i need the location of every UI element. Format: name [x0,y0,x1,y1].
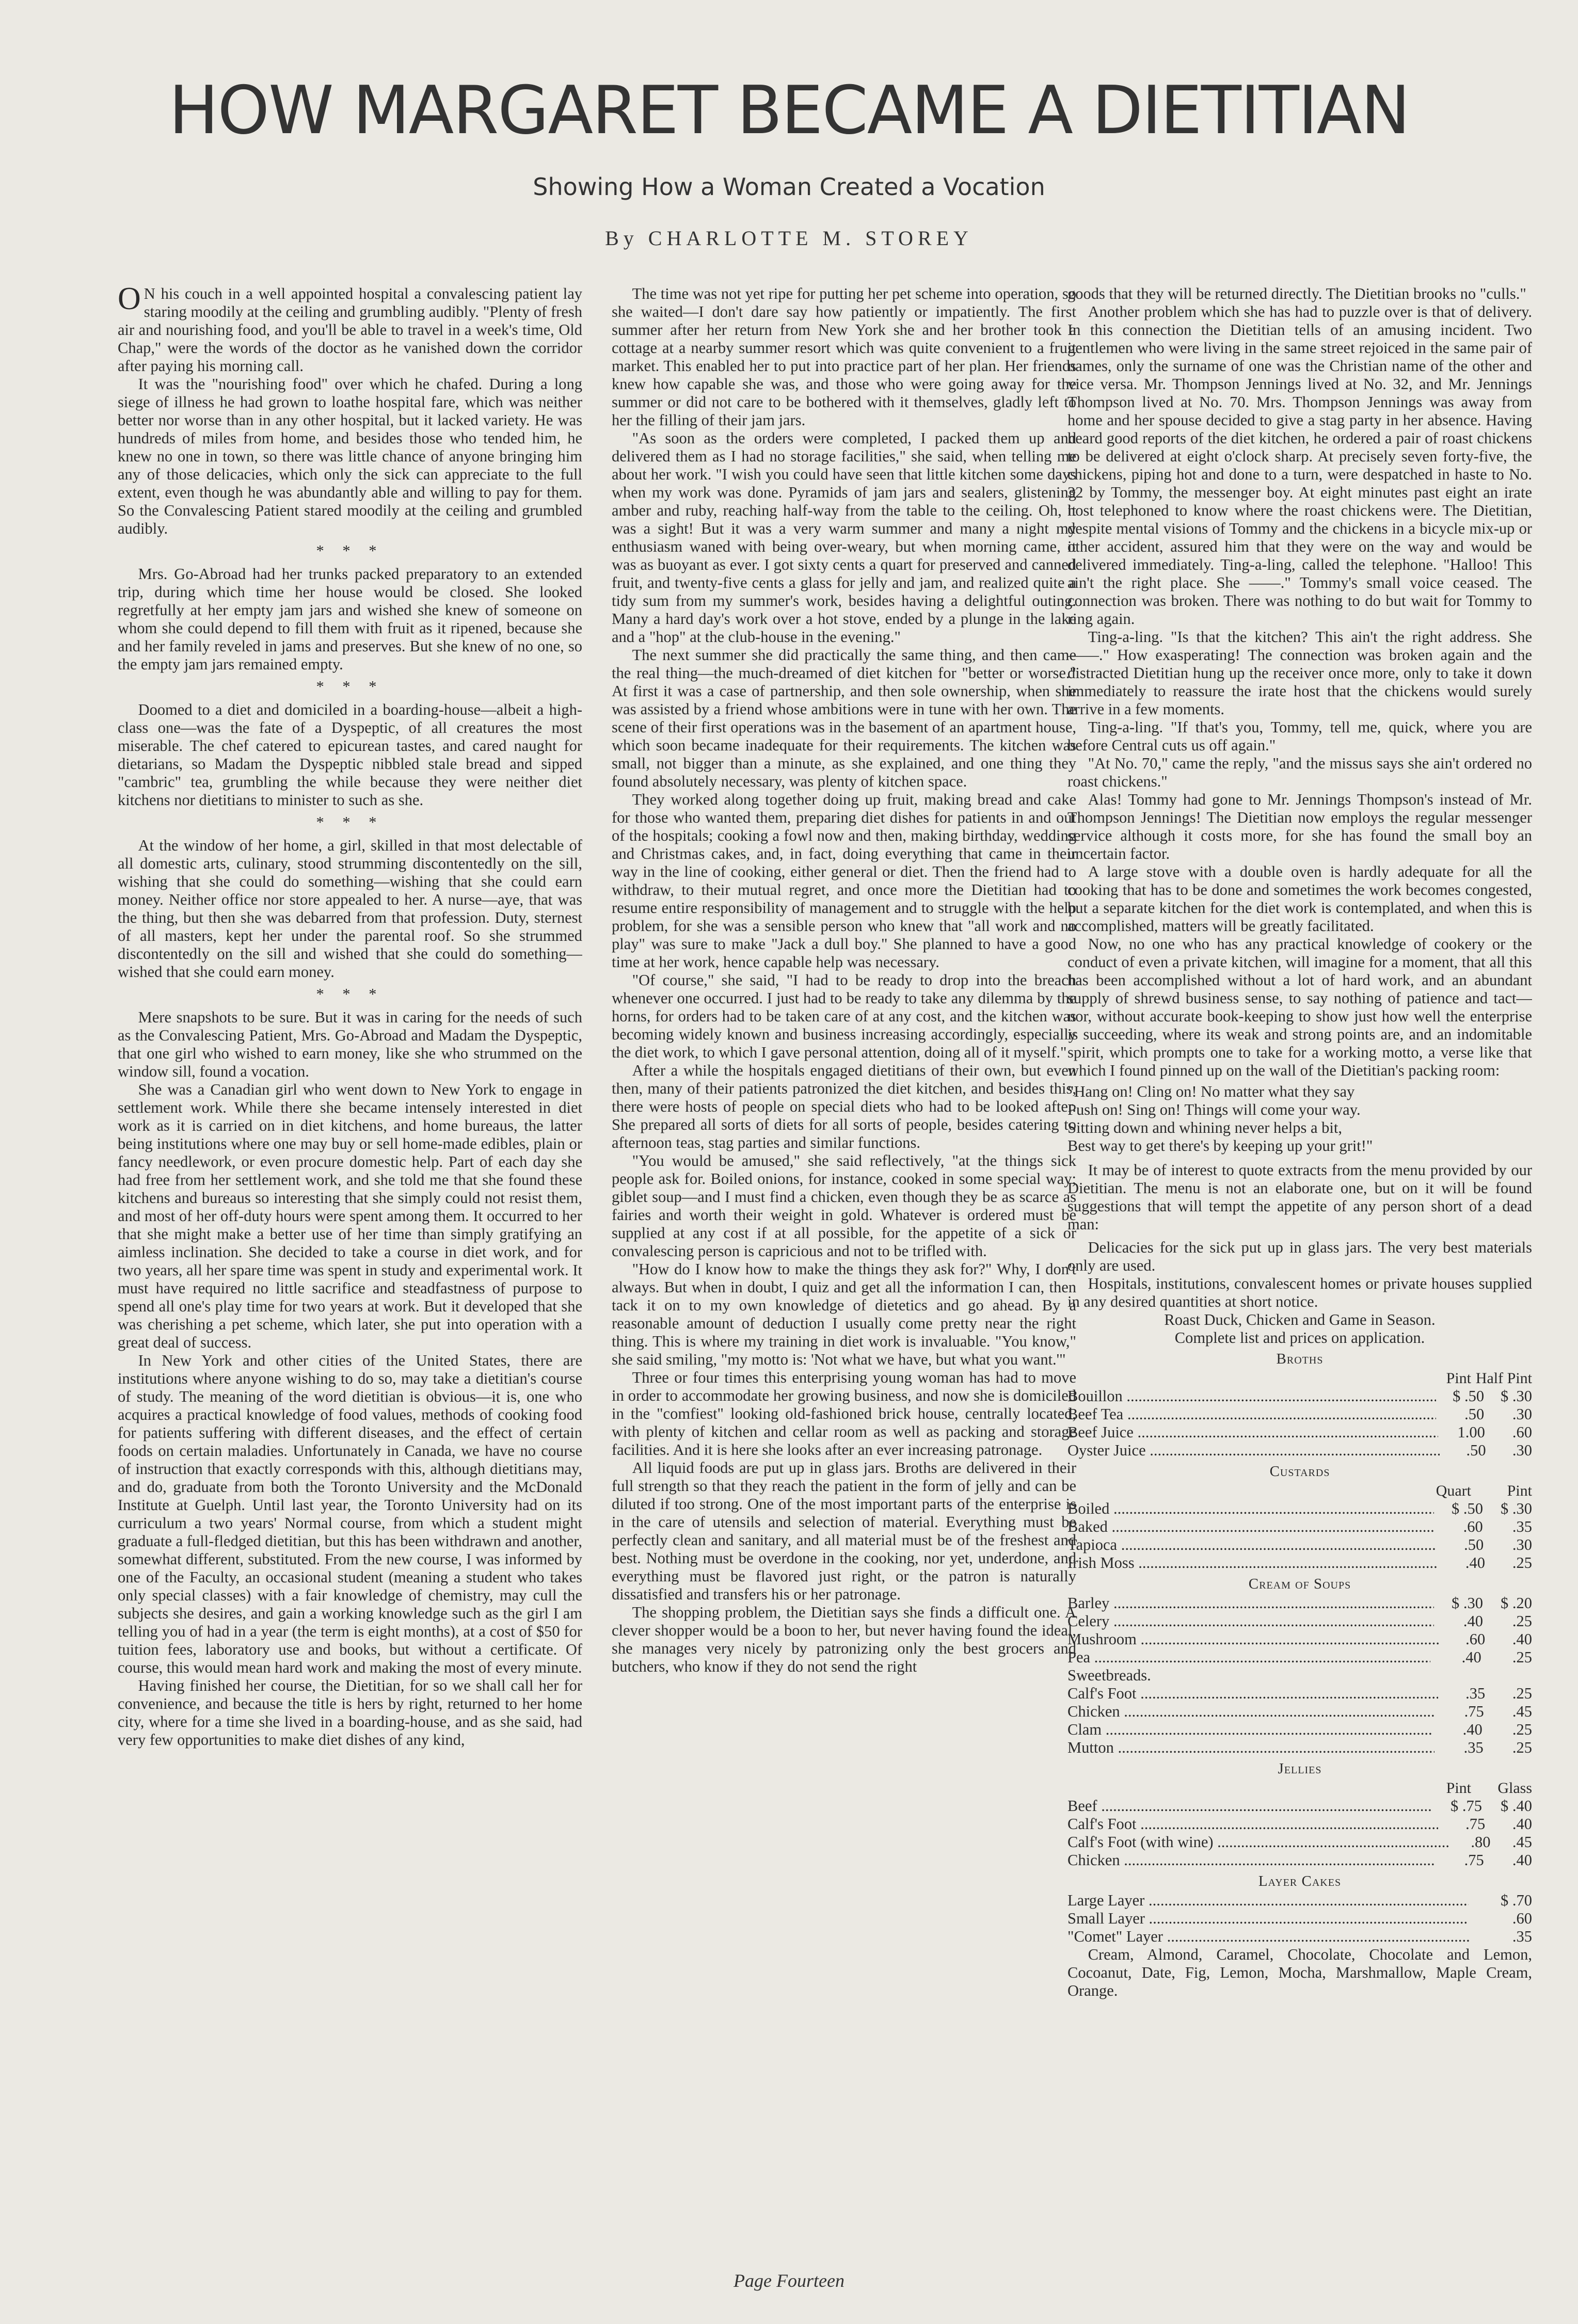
menu-row [1067,1797,1532,1815]
price: .25 [1512,1685,1532,1702]
price: .25 [1512,1612,1532,1630]
price: 1.00 [1457,1423,1485,1441]
page-number: Page Fourteen [734,2270,844,2291]
menu-row [1067,1833,1532,1851]
column-header: Pint [1446,1780,1471,1797]
price: .25 [1512,1721,1532,1738]
ad-text: Complete list and prices on application. [1174,1329,1425,1347]
paragraph: Now, no one who has any practical knowledge of cookery or the conduct of even a private kitchen, will imagine for a moment, that all this has been accomplished without a lot of hard work, and an abundant supply of shrewd business sense, to say nothing of patience and tact—nor, without accurate book-keeping to show just how well the enterprise is succeeding, where its weak and strong points are, and an indomitable spirit, which prompts one to take for a working motto, a verse like that which I found pinned up on the wall of the Dietitian's packing room: [1067,935,1532,1079]
paragraph: Alas! Tommy had gone to Mr. Jennings Thompson's instead of Mr. Thompson Jennings! The Dietitian now employs the regular messenger service although it costs more, for she has found the small boy an uncertain factor. [1067,791,1532,862]
price: .50 [1464,1405,1485,1423]
paragraph: Another problem which she has had to puzzle over is that of delivery. In this connection the Dietitian tells of an amusing incident. Two gentlemen who were living in the same street rejoiced in the same pair of names, only the surname of one was the Christian name of the other and vice versa. Mr. Thompson Jennings lived at No. 32, and Mr. Jennings Thompson lived at No. 70. Mrs. Thompson Jennings was away from home and her spouse decided to give a stag party in her absence. Having heard good reports of the diet kitchen, he ordered a pair of roast chickens to be delivered at eight o'clock sharp. At precisely seven forty-five, the chickens, piping hot and done to a turn, were despatched in haste to No. 32 by Tommy, the messenger boy. At eight minutes past eight an irate host telephoned to know where the roast chickens were. The Dietitian, despite mental visions of Tommy and the chickens in a bicycle mix-up or other accident, assured him that they were on the way and would be delivered immediately. Ting-a-ling, called the telephone. "Halloo! This ain't the right place. She ——." Tommy's small voice ceased. The connection was broken. There was nothing to do but wait for Tommy to ring again. [1067,303,1532,628]
price: $ .30 [1452,1594,1483,1612]
paragraph: "Of course," she said, "I had to be ready to drop into the breach whenever one occurred. I just had to be ready to take any dilemma by the horns, for orders had to be taken care of at any cost, and the kitchen was becoming widely known and business increasing accordingly, especially the diet work, to which I gave personal attention, doing all of it myself." [612,971,1076,1061]
menu-section-title: Jellies [1278,1760,1322,1777]
price: $ .30 [1501,1500,1532,1517]
item-name: Calf's Foot ..... [1067,1685,1438,1703]
item-name: Calf's Foot (with wine) ..... [1067,1833,1449,1851]
menu-row [1067,1441,1532,1460]
menu-row [1067,1594,1532,1612]
price: $ .30 [1500,1387,1532,1405]
paragraph: The time was not yet ripe for putting her pet scheme into operation, so she waited—I don't dare say how patiently or impatiently. The first summer after her return from New York she and her brother took a cottage at a nearby summer resort which was quite convenient to a fruit market. This enabled her to put into practice part of her plan. Her friends knew how capable she was, and those who were going away for the summer or did not care to be bothered with it themselves, gladly left to her the filling of their jam jars. [612,285,1076,429]
price: .40 [1465,1554,1485,1572]
paragraph: At the window of her home, a girl, skilled in that most delectable of all domestic arts, culinary, stood strumming discontentedly on the sill, wishing that she could do something—wishing that she could earn money. Neither office nor store appealed to her. A nurse—aye, that was the thing, but then she was debarred from that profession. Duty, sternest of all masters, kept her under the parental roof. So she strummed discontentedly on the sill and wished that she could do something—wished that she could earn money. [118,837,582,981]
paragraph: All liquid foods are put up in glass jars. Broths are delivered in their full strength so that they reach the patient in the form of jelly and can be diluted if too strong. One of the most important parts of the enterprise is in the care of utensils and selection of material. Everything must be perfectly clean and sanitary, and all material must be of the freshest and best. Nothing must be overdone in the cooking, nor yet, underdone, and everything must be flavored just right, or the patron is naturally dissatisfied and transfers his or her patronage. [612,1459,1076,1603]
price: .40 [1461,1648,1481,1666]
paragraph [118,285,582,375]
price: .80 [1471,1833,1491,1851]
price: .60 [1512,1910,1532,1927]
item-name: Sweetbreads. [1067,1666,1151,1684]
paragraph: The next summer she did practically the same thing, and then came the real thing—the much-dreamed of diet kitchen for "better or worse." At first it was a case of partnership, and then sole ownership, when she was assisted by a friend whose ambitions were in tune with her own. The scene of their first operations was in the basement of an apartment house, which soon became inadequate for their requirements. The kitchen was small, not bigger than a minute, as she explained, and one thing they found absolutely necessary, was plenty of kitchen space. [612,646,1076,790]
menu-column-headers [1067,1369,1532,1387]
item-name: Chicken ..... [1067,1851,1436,1869]
paragraph: "At No. 70," came the reply, "and the missus says she ain't ordered no roast chickens." [1067,755,1532,790]
paragraph: goods that they will be returned directly. The Dietitian brooks no "culls." [1067,285,1526,302]
paragraph: They worked along together doing up fruit, making bread and cake for those who wanted them, preparing diet dishes for patients in and out of the hospitals; cooking a fowl now and then, making birthday, wedding and Christmas cakes, and, in fact, doing everything that came in their way in the line of cooking, either general or diet. Then the friend had to withdraw, to their mutual regret, and once more the Dietitian had to resume entire responsibility of management and to struggle with the help problem, for she was a sensible person who knew that "all work and no play" was sure to make "Jack a dull boy." She planned to have a good time at her work, hence capable help was necessary. [612,791,1076,971]
paragraph: "As soon as the orders were completed, I packed them up and delivered them as I had no storage facilities," she said, when telling me about her work. "I wish you could have seen that little kitchen some days when my work was done. Pyramids of jam jars and sealers, glistening amber and ruby, reaching half-way from the table to the ceiling. Oh, it was a sight! But it was a very warm summer and many a night my enthusiasm waned with being over-weary, but when morning came, it was as buoyant as ever. I got sixty cents a quart for preserved and canned fruit, and twenty-five cents a glass for jelly and jam, and realized quite a tidy sum from my summer's work, besides having a delightful outing. Many a hard day's work over a hot stove, ended by a plunge in the lake and a "hop" at the club-house in the evening." [612,429,1076,646]
column-header: Pint [1446,1370,1471,1387]
item-name: Chicken ..... [1067,1703,1436,1721]
paragraph: In New York and other cities of the United States, there are institutions where anyone wishing to do so, may take a dietitian's course of study. The meaning of the word dietitian is obvious—it is, one who acquires a practical knowledge of food values, methods of cooking food for patients suffering with different diseases, and the effect of certain foods on certain maladies. Unfortunately in Canada, we have no course of instruction that exactly corresponds with this, although dietitians may, and do, graduate from both the Toronto University and the McDonald Institute at Guelph. Until last year, the Toronto University had on its curriculum a two years' Normal course, from which a student might graduate a full-fledged dietitian, but this has been withdrawn and another, somewhat different, substituted. From the new course, I was informed by one of the Faculty, an occasional student (meaning a student who takes only special classes) with a fair knowledge of chemistry, may cull the subjects she desires, and gain a working knowledge such as the girl I am telling you of had in a year (the term is eight months), at a cost of $50 for tuition fees, laboratory use and books, but without a certificate. Of course, this would mean hard work and making the most of every minute. [118,1352,582,1676]
paragraph: Doomed to a diet and domiciled in a boarding-house—albeit a high-class one—was the fate of a Dyspeptic, of all creatures the most miserable. The chef catered to epicurean tastes, and cared naught for dietarians, so Madam the Dyspeptic nibbled stale bread and sipped "cambric" tea, grumbling the while because they were neither diet kitchens nor dietitians to minister to such as she. [118,701,582,809]
item-name: Beef ..... [1067,1797,1432,1815]
item-name: Bouillon ..... [1067,1387,1436,1405]
price: .40 [1462,1721,1483,1738]
column-header: Glass [1497,1780,1532,1797]
paragraph: Ting-a-ling. "Is that the kitchen? This ain't the right address. She——." How exasperating! The connection was broken again and the distracted Dietitian hung up the receiver once more, only to take it down immediately to reassure the irate host that the chickens would surely arrive in a few moments. [1067,628,1532,718]
price: .40 [1512,1851,1532,1869]
column-1 [118,285,582,2225]
menu-row [1067,1648,1532,1666]
price: .25 [1512,1739,1532,1756]
menu-row [1067,1387,1532,1405]
menu-row [1067,1721,1532,1739]
item-name: "Comet" Layer ..... [1067,1928,1471,1946]
price: .40 [1463,1612,1483,1630]
menu-row [1067,1518,1532,1536]
price: $ .70 [1501,1892,1532,1909]
price: .30 [1512,1441,1532,1459]
menu-row [1067,1851,1532,1869]
price: .50 [1464,1536,1484,1553]
price: .45 [1512,1833,1532,1851]
price: $ .75 [1450,1797,1482,1815]
menu-row [1067,1666,1532,1685]
item-name: Baked ..... [1067,1518,1433,1536]
item-name: Small Layer ..... [1067,1910,1469,1928]
motto-verse [1067,1083,1532,1155]
item-name: Oyster Juice ..... [1067,1441,1440,1460]
price: .35 [1512,1928,1532,1945]
price: .40 [1512,1630,1532,1648]
section-separator: * * * [316,985,384,1003]
item-name: Tapioca ..... [1067,1536,1435,1554]
menu-row [1067,1928,1532,1946]
price: .50 [1466,1441,1486,1459]
paragraph: Having finished her course, the Dietitian, for so we shall call her for convenience, and because the title is hers by right, returned to her home city, where for a time she lived in a boarding-house, and as she said, had very few opportunities to make diet dishes of any kind, [118,1677,582,1749]
byline: By CHARLOTTE M. STOREY [605,227,973,250]
paragraph: "How do I know how to make the things they ask for?" Why, I don't always. But when in doubt, I quiz and get all the information I can, then tack it on to my own knowledge of dietetics and go ahead. By a reasonable amount of deduction I usually come pretty near the right thing. This is where my training in diet work is invaluable. "You know," she said smiling, "my motto is: 'Not what we have, but what you want.'" [612,1260,1076,1368]
price: .60 [1463,1518,1483,1535]
menu-row [1067,1423,1532,1441]
menu-row [1067,1554,1532,1572]
item-name: Beef Tea ..... [1067,1405,1436,1423]
item-name: Calf's Foot ..... [1067,1815,1438,1833]
section-separator: * * * [316,678,384,695]
column-3 [1067,285,1532,2225]
item-name: Mutton ..... [1067,1739,1434,1757]
price: $ .40 [1501,1797,1532,1815]
price: $ .20 [1501,1594,1532,1612]
menu-row [1067,1739,1532,1757]
verse-line: Best way to get there's by keeping up your grit!" [1067,1137,1373,1155]
menu-row [1067,1703,1532,1721]
menu-row [1067,1892,1532,1910]
article-subtitle: Showing How a Woman Created a Vocation [533,173,1045,201]
paragraph: Mrs. Go-Abroad had her trunks packed preparatory to an extended trip, during which time her house would be closed. She looked regretfully at her empty jam jars and wished she knew of someone on whom she could depend to fill them with fruit as it ripened, because she and her family reveled in jams and preserves. But she knew of no one, so the empty jam jars remained empty. [118,565,582,673]
verse-line: "Hang on! Cling on! No matter what they say [1067,1083,1355,1100]
item-name: Pea ..... [1067,1648,1430,1666]
menu-column-headers [1067,1482,1532,1500]
menu-row [1067,1685,1532,1703]
price: .25 [1512,1648,1532,1666]
menu-row [1067,1910,1532,1928]
price: $ .50 [1453,1387,1485,1405]
paragraph: The shopping problem, the Dietitian says she finds a difficult one. A clever shopper would be a boon to her, but never having found the ideal, she manages very nicely by patronizing only the best grocers and butchers, who know if they do not send the right [612,1604,1076,1675]
menu-section-title: Layer Cakes [1258,1873,1342,1889]
cake-flavours: Cream, Almond, Caramel, Chocolate, Chocolate and Lemon, Cocoanut, Date, Fig, Lemon, Mocha, Marshmallow, Maple Cream, Orange. [1067,1946,1532,1999]
paragraph: It was the "nourishing food" over which he chafed. During a long siege of illness he had grown to loathe hospital fare, which was neither better nor worse than in any other hospital, but it lacked variety. He was hundreds of miles from home, and besides those who tended him, he knew no one in town, so there was little chance of anyone bringing him any of those delicacies, which only the sick can appreciate to the full extent, even though he was abundantly able and willing to pay for them. So the Convalescing Patient stared moodily at the ceiling and grumbled audibly. [118,375,582,537]
price: .45 [1512,1703,1532,1720]
item-name: Beef Juice ..... [1067,1423,1438,1441]
price: .35 [1465,1685,1486,1702]
menu-row [1067,1815,1532,1833]
price-menu [1067,1350,1532,2000]
paragraph: Mere snapshots to be sure. But it was in caring for the needs of such as the Convalescing Patient, Mrs. Go-Abroad and Madam the Dyspeptic, that one girl who wished to earn money, like she who strummed on the window sill, found a vocation. [118,1008,582,1080]
price: .60 [1465,1630,1486,1648]
column-header: Half Pint [1475,1370,1532,1387]
paragraph: "You would be amused," she said reflectively, "at the things sick people ask for. Boiled onions, for instance, cooked in some special way; giblet soup—and I must find a chicken, even though they be as scarce as fairies and worth their weight in gold. Whatever is ordered must be supplied at any cost if at all possible, for the appetite of a sick or convalescing person is capricious and not to be trifled with. [612,1152,1076,1260]
price: .25 [1512,1554,1532,1572]
verse-line: Push on! Sing on! Things will come your way. [1067,1101,1361,1118]
menu-row [1067,1536,1532,1554]
column-header: Pint [1507,1482,1532,1499]
column-2 [612,285,1076,2225]
price: .35 [1512,1518,1532,1535]
item-name: Mushroom ..... [1067,1630,1439,1648]
section-separator: * * * [316,813,384,831]
price: .60 [1512,1423,1532,1441]
paragraph: A large stove with a double oven is hardly adequate for all the cooking that has to be done and sometimes the work becomes congested, but a separate kitchen for the diet work is contemplated, and when this is accomplished, matters will be greatly facilitated. [1067,863,1532,935]
price: .75 [1464,1703,1484,1720]
menu-row [1067,1405,1532,1423]
price: .30 [1512,1536,1532,1553]
menu-section-title: Cream of Soups [1248,1576,1351,1592]
article-title: HOW MARGARET BECAME A DIETITIAN [169,72,1409,149]
ad-text: Delicacies for the sick put up in glass jars. The very best materials only are used. [1067,1239,1532,1274]
column-header: Quart [1436,1482,1471,1499]
menu-section-title: Broths [1276,1351,1324,1367]
price: .75 [1464,1851,1484,1869]
price: $ .50 [1452,1500,1484,1517]
paragraph: It may be of interest to quote extracts from the menu provided by our Dietitian. The menu is not an elaborate one, but on it will be found suggestions that will tempt the appetite of any person short of a dead man: [1067,1161,1532,1233]
section-separator: * * * [316,542,384,559]
price: .30 [1512,1405,1532,1423]
item-name: Irish Moss ..... [1067,1554,1438,1572]
item-name: Celery ..... [1067,1612,1434,1630]
menu-column-headers [1067,1779,1532,1797]
drop-cap: O [118,285,141,316]
verse-line: Sitting down and whining never helps a bit, [1067,1119,1342,1136]
paragraph: She was a Canadian girl who went down to New York to engage in settlement work. While there she became intensely interested in diet work as it is carried on in diet kitchens, and home bureaus, the latter being institutions where one may buy or sell home-made edibles, plain or fancy needlework, or even procure domestic help. Part of each day she had free from her settlement work, and she told me that she found these kitchens and bureaus so interesting that she simply could not resist them, and most of her off-duty hours were spent among them. It occurred to her that she might make a better use of her time than simply gratifying an aimless inclination. She decided to take a course in diet work, and for two years, all her spare time was spent in study and experimental work. It must have required no little sacrifice and steadfastness of purpose to spend all one's play time for two years at work. But it developed that she was cherishing a pet scheme, which later, she put into operation with a great deal of success. [118,1081,582,1351]
paragraph: After a while the hospitals engaged dietitians of their own, but even then, many of their patients patronized the diet kitchen, and besides this, there were hosts of people on special diets who had to be looked after. She prepared all sorts of diets for all sorts of people, besides catering to afternoon teas, stag parties and similar functions. [612,1062,1076,1151]
price: .40 [1512,1815,1532,1833]
paragraph: Ting-a-ling. "If that's you, Tommy, tell me, quick, where you are before Central cuts us off again." [1067,718,1532,754]
ad-text: Roast Duck, Chicken and Game in Season. [1164,1311,1436,1328]
menu-advertisement [1067,1239,1532,1347]
price: .35 [1463,1739,1484,1756]
ad-text: Hospitals, institutions, convalescent homes or private houses supplied in any desired quantities at short notice. [1067,1275,1532,1310]
item-name: Clam ..... [1067,1721,1432,1739]
item-name: Barley ..... [1067,1594,1434,1612]
menu-row [1067,1612,1532,1630]
item-name: Large Layer ..... [1067,1892,1469,1910]
paragraph-text: N his couch in a well appointed hospital a convalescing patient lay staring moodily at the ceiling and grumbling audibly. "Plenty of fresh air and nourishing food, and you'll be able to travel in a week's time, Old Chap," were the words of the doctor as he vanished down the corridor after paying his morning call. [118,285,582,375]
menu-row [1067,1630,1532,1648]
menu-section-title: Custards [1269,1463,1330,1480]
paragraph: Three or four times this enterprising young woman has had to move in order to accommodate her growing business, and now she is domiciled in the "comfiest" looking old-fashioned brick house, centrally located, with plenty of kitchen and cellar room as well as packing and storage facilities. And it is here she looks after an ever increasing patronage. [612,1369,1076,1458]
menu-row [1067,1500,1532,1518]
price: .75 [1465,1815,1486,1833]
item-name: Boiled ..... [1067,1500,1434,1518]
